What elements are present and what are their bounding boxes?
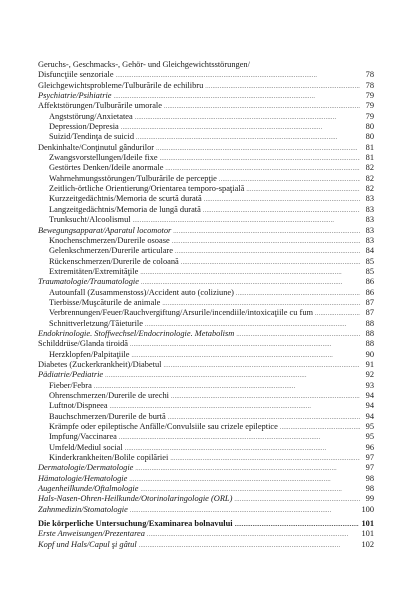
toc-page-number: 86 xyxy=(365,287,374,297)
toc-page-number: 79 xyxy=(365,111,374,121)
toc-entry-title: Kinderkrankheiten/Bolile copilăriei xyxy=(49,453,169,463)
toc-entry[interactable] xyxy=(38,215,374,225)
toc-page-number: 93 xyxy=(365,380,374,390)
toc-entry[interactable] xyxy=(38,298,374,308)
toc-page-number: 85 xyxy=(365,256,374,266)
toc-entry-title: Zeitlich-örtliche Orientierung/Orientarea temporo-spaţială xyxy=(49,184,245,194)
toc-entry-title: Schilddrüse/Glanda tiroidă xyxy=(38,339,129,349)
toc-entry[interactable] xyxy=(38,422,374,432)
toc-entry[interactable] xyxy=(38,277,374,287)
toc-entry[interactable] xyxy=(38,505,374,515)
toc-entry-title: Augenheilkunde/Oftalmologie xyxy=(38,484,139,494)
toc-page-number: 83 xyxy=(365,215,374,225)
toc-entry-title: Trunksucht/Alcoolismul xyxy=(49,215,131,225)
toc-page-number: 88 xyxy=(365,328,374,338)
toc-entry-title: Suizid/Tendinţa de suicid xyxy=(49,132,135,142)
toc-page-number: 98 xyxy=(365,473,374,483)
toc-entry-title: Angststörung/Anxietatea xyxy=(49,111,133,121)
toc-entry[interactable] xyxy=(38,153,374,163)
toc-entry-title: Gelenkschmerzen/Durerile articulare xyxy=(49,246,173,256)
toc-entry[interactable] xyxy=(38,81,374,91)
toc-leader-dots xyxy=(130,505,360,516)
toc-entry-title: Erste Anweisungen/Prezentarea xyxy=(38,529,145,539)
toc-page-number: 95 xyxy=(365,422,374,432)
toc-page-number: 94 xyxy=(365,391,374,400)
toc-entry[interactable] xyxy=(38,463,374,473)
toc-entry[interactable] xyxy=(38,308,374,318)
toc-page-number: 80 xyxy=(365,132,374,142)
toc-page-number: 87 xyxy=(365,297,374,307)
toc-page-number: 83 xyxy=(365,204,374,214)
toc-entry[interactable] xyxy=(38,194,374,204)
toc-page-number: 100 xyxy=(361,504,374,514)
toc-entry[interactable] xyxy=(38,184,374,194)
toc-page-number: 86 xyxy=(365,277,374,287)
toc-entry[interactable] xyxy=(38,267,374,277)
toc-entry[interactable] xyxy=(38,226,374,236)
toc-entry-title: Verbrennungen/Feuer/Rauchvergiftung/Arsurile/incendiile/intoxicaţiile cu fum xyxy=(49,308,314,318)
toc-entry[interactable] xyxy=(38,484,374,494)
toc-page-number: 81 xyxy=(365,142,374,152)
toc-page-number: 87 xyxy=(365,308,374,318)
toc-entry-title: Langzeitgedächtnis/Memoria de lungă durată xyxy=(49,204,201,214)
toc-entry-title: Herzklopfen/Palpitaţiile xyxy=(49,349,130,359)
toc-entry-title: Knochenschmerzen/Durerile osoase xyxy=(49,235,170,245)
toc-entry[interactable] xyxy=(38,453,374,463)
toc-entry-title: Die körperliche Untersuchung/Examinarea bolnavului xyxy=(38,519,233,529)
toc-page-number: 92 xyxy=(365,370,374,380)
toc-entry-title: Ohrenschmerzen/Durerile de urechi xyxy=(49,391,169,400)
toc-page-number: 83 xyxy=(365,194,374,204)
toc-entry[interactable] xyxy=(38,246,374,256)
toc-entry[interactable] xyxy=(38,70,374,80)
toc-entry-title: Extremitäten/Extremităţile xyxy=(49,266,139,276)
toc-entry[interactable] xyxy=(38,174,374,184)
toc-page-number: 101 xyxy=(361,519,374,529)
toc-entry[interactable] xyxy=(38,163,374,173)
toc-entry-title: Kurzzeitgedächtnis/Memoria de scurtă durată xyxy=(49,194,202,204)
toc-page-number: 90 xyxy=(365,349,374,359)
toc-entry[interactable] xyxy=(38,236,374,246)
toc-page-number: 94 xyxy=(365,411,374,421)
toc-page-number: 95 xyxy=(365,432,374,442)
toc-entry[interactable] xyxy=(38,122,374,132)
toc-page-number: 91 xyxy=(365,359,374,369)
toc-entry[interactable] xyxy=(38,370,374,380)
toc-entry-title: Autounfall (Zusammenstoss)/Accident auto (coliziune) xyxy=(49,287,234,297)
toc-entry[interactable] xyxy=(38,329,374,339)
toc-entry[interactable] xyxy=(38,143,374,153)
toc-entry-title: Krämpfe oder epileptische Anfälle/Convulsiile sau crizele epileptice xyxy=(49,422,278,432)
toc-entry[interactable] xyxy=(38,91,374,101)
toc-page-number: 82 xyxy=(365,173,374,183)
toc-entry-title: Traumatologie/Traumatologie xyxy=(38,277,139,287)
toc-page-number: 96 xyxy=(365,442,374,452)
toc-entry[interactable] xyxy=(38,381,374,391)
toc-entry[interactable] xyxy=(38,401,374,411)
toc-entry-title: Diabetes (Zuckerkrankheit)/Diabetul xyxy=(38,359,162,369)
toc-entry[interactable] xyxy=(38,350,374,360)
toc-entry[interactable] xyxy=(38,257,374,267)
toc-entry[interactable] xyxy=(38,443,374,453)
toc-entry[interactable] xyxy=(38,529,374,539)
toc-page-number: 83 xyxy=(365,225,374,235)
toc-page-number: 99 xyxy=(365,494,374,504)
toc-page-number: 85 xyxy=(365,266,374,276)
toc-page-number: 97 xyxy=(365,453,374,463)
toc-page-number: 98 xyxy=(365,484,374,494)
toc-page-number: 101 xyxy=(361,529,374,539)
toc-entry[interactable] xyxy=(38,319,374,329)
toc-entry-title: Umfeld/Mediul social xyxy=(49,442,123,452)
toc-entry-title: Gleichgewichtsprobleme/Tulburările de echilibru xyxy=(38,80,204,90)
toc-page-number: 79 xyxy=(365,101,374,111)
toc-entry[interactable] xyxy=(38,205,374,215)
toc-entry-title: Bauchschmerzen/Durerile de burtă xyxy=(49,411,166,421)
toc-entry-title: Tierbisse/Muşcăturile de animale xyxy=(49,297,161,307)
toc-entry-title: Zahnmedizin/Stomatologie xyxy=(38,504,128,514)
toc-entry-title: Psychiatrie/Psihiatrie xyxy=(38,91,112,101)
toc-page-number: 84 xyxy=(365,246,374,256)
toc-entry-title: Denkinhalte/Conţinutul gândurilor xyxy=(38,142,155,152)
toc-entry[interactable] xyxy=(38,101,374,111)
toc-entry[interactable] xyxy=(38,474,374,484)
toc-page-number: 80 xyxy=(365,122,374,132)
table-of-contents xyxy=(38,60,374,550)
toc-entry-title: Fieber/Febra xyxy=(49,380,92,390)
toc-entry-title: Endokrinologie. Stoffwechsel/Endocrinologie. Metabolism xyxy=(38,328,235,338)
toc-entry-title: Pädiatrie/Pediatrie xyxy=(38,370,104,380)
toc-chapter-entry[interactable] xyxy=(38,519,374,529)
toc-entry-title: Rückenschmerzen/Durerile de coloană xyxy=(49,256,179,266)
toc-entry-title: Depression/Depresia xyxy=(49,122,119,132)
toc-page-number: 78 xyxy=(365,70,374,80)
toc-entry[interactable] xyxy=(38,288,374,298)
toc-page-number: 82 xyxy=(365,184,374,194)
toc-entry-title: Geruchs-, Geschmacks-, Gehör- und Gleichgewichtsstörungen/ xyxy=(38,60,250,69)
toc-page-number: 82 xyxy=(365,163,374,173)
toc-entry-title: Luftnot/Dispneea xyxy=(49,401,108,411)
toc-entry[interactable] xyxy=(38,494,374,504)
toc-entry-title: Impfung/Vaccinarea xyxy=(49,432,117,442)
toc-page-number: 81 xyxy=(365,153,374,163)
toc-entry[interactable] xyxy=(38,432,374,442)
toc-page-number: 88 xyxy=(365,339,374,349)
toc-page-number: 79 xyxy=(365,91,374,101)
toc-entry-title: Hämatologie/Hematologie xyxy=(38,473,128,483)
toc-entry[interactable] xyxy=(38,360,374,370)
toc-entry-title: Dermatologie/Dermatologie xyxy=(38,463,134,473)
toc-leader-dots xyxy=(139,540,360,551)
toc-entry[interactable] xyxy=(38,339,374,349)
toc-page-number: 88 xyxy=(365,318,374,328)
toc-entry[interactable] xyxy=(38,132,374,142)
toc-entry-title: Gestörtes Denken/Ideile anormale xyxy=(49,163,164,173)
toc-entry[interactable] xyxy=(38,112,374,122)
toc-page-number: 102 xyxy=(361,539,374,549)
toc-entry-title: Kopf und Hals/Capul şi gâtul xyxy=(38,539,137,549)
toc-entry[interactable] xyxy=(38,60,374,70)
toc-entry[interactable] xyxy=(38,540,374,550)
toc-page-number: 94 xyxy=(365,401,374,411)
toc-entry-title: Bewegungsapparat/Aparatul locomotor xyxy=(38,225,172,235)
toc-entry-title: Schnittverletzung/Tăieturile xyxy=(49,318,143,328)
toc-entry-title: Wahrnehmungsstörungen/Tulburările de percepţie xyxy=(49,173,217,183)
toc-entry-title: Zwangsvorstellungen/Ideile fixe xyxy=(49,153,158,163)
toc-entry-title: Affektstörungen/Tulburările umorale xyxy=(38,101,162,111)
toc-entry-title: Hals-Nasen-Ohren-Heilkunde/Otorinolaringologie (ORL) xyxy=(38,494,233,504)
toc-entry-title: Disfuncţiile senzoriale xyxy=(38,70,114,80)
toc-page-number: 97 xyxy=(365,463,374,473)
toc-page-number: 83 xyxy=(365,235,374,245)
toc-page-number: 78 xyxy=(365,80,374,90)
toc-entry[interactable] xyxy=(38,391,374,401)
toc-entry[interactable] xyxy=(38,412,374,422)
